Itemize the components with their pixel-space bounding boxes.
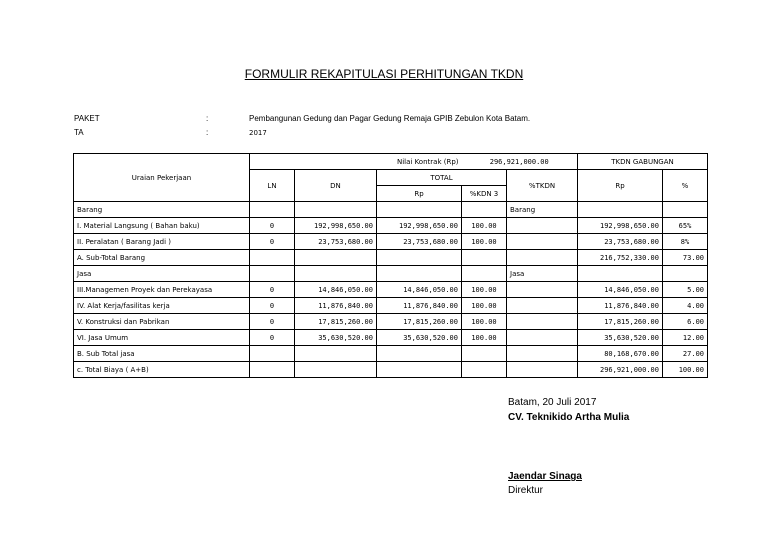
row-total-rp: 14,846,050.00 [377, 282, 462, 298]
row-name: VI. Jasa Umum [74, 330, 250, 346]
row-gab-pct: 12.00 [663, 330, 708, 346]
table-row [74, 298, 708, 314]
section-row-barang [74, 202, 708, 218]
row-name: c. Total Biaya ( A+B) [74, 362, 250, 378]
row-kdn: 100.00 [462, 330, 507, 346]
row-dn: 17,815,260.00 [295, 314, 377, 330]
table-row [74, 218, 708, 234]
row-name: II. Peralatan ( Barang Jadi ) [74, 234, 250, 250]
recap-table [73, 153, 708, 378]
row-ln: 0 [250, 330, 295, 346]
row-gab-pct: 6.00 [663, 314, 708, 330]
table-row [74, 234, 708, 250]
gabungan-rp-header: Rp [578, 170, 663, 202]
signatory-name: Jaendar Sinaga [508, 471, 582, 482]
row-gab-pct: 100.00 [663, 362, 708, 378]
ta-separator: : [206, 128, 209, 137]
tkdn-gabungan-header: TKDN GABUNGAN [578, 154, 708, 170]
total-biaya-row [74, 362, 708, 378]
row-name: A. Sub-Total Barang [74, 250, 250, 266]
row-kdn: 100.00 [462, 218, 507, 234]
section-label: Jasa [74, 266, 250, 282]
row-name: I. Material Langsung ( Bahan baku) [74, 218, 250, 234]
row-total-rp: 23,753,680.00 [377, 234, 462, 250]
nilai-kontrak-label: Nilai Kontrak (Rp) [250, 154, 462, 170]
header-row-1 [74, 154, 708, 170]
row-dn: 35,630,520.00 [295, 330, 377, 346]
row-gab-rp: 216,752,330.00 [578, 250, 663, 266]
document-title: FORMULIR REKAPITULASI PERHITUNGAN TKDN [244, 67, 524, 81]
row-ln: 0 [250, 234, 295, 250]
nilai-kontrak-value: 296,921,000.00 [462, 154, 578, 170]
pct-tkdn-header: %TKDN [507, 170, 578, 202]
place-date: Batam, 20 Juli 2017 [508, 397, 597, 408]
row-name: III.Managemen Proyek dan Perekayasa [74, 282, 250, 298]
company-name: CV. Teknikido Artha Mulia [508, 412, 630, 423]
row-gab-rp: 23,753,680.00 [578, 234, 663, 250]
row-gab-pct: 4.00 [663, 298, 708, 314]
row-kdn: 100.00 [462, 298, 507, 314]
row-dn: 11,876,840.00 [295, 298, 377, 314]
ln-header: LN [250, 170, 295, 202]
row-total-rp: 192,998,650.00 [377, 218, 462, 234]
row-total-rp: 35,630,520.00 [377, 330, 462, 346]
section-row-jasa [74, 266, 708, 282]
total-header: TOTAL [377, 170, 507, 186]
ta-label: TA [74, 128, 84, 137]
paket-value: Pembangunan Gedung dan Pagar Gedung Remaja GPIB Zebulon Kota Batam. [249, 114, 531, 123]
row-name: IV. Alat Kerja/fasilitas kerja [74, 298, 250, 314]
row-ln: 0 [250, 314, 295, 330]
pct-kdn3-header: %KDN 3 [462, 186, 507, 202]
table-row [74, 314, 708, 330]
row-dn: 23,753,680.00 [295, 234, 377, 250]
row-gab-pct: 8% [663, 234, 708, 250]
paket-separator: : [206, 114, 209, 123]
section-label-right: Jasa [507, 266, 578, 282]
signatory-position: Direktur [508, 485, 544, 496]
row-gab-rp: 17,815,260.00 [578, 314, 663, 330]
row-kdn: 100.00 [462, 282, 507, 298]
row-ln: 0 [250, 282, 295, 298]
row-total-rp: 17,815,260.00 [377, 314, 462, 330]
table-row [74, 282, 708, 298]
row-gab-rp: 35,630,520.00 [578, 330, 663, 346]
row-kdn: 100.00 [462, 314, 507, 330]
row-gab-rp: 296,921,000.00 [578, 362, 663, 378]
total-rp-header: Rp [377, 186, 462, 202]
ta-value: 2017 [249, 129, 267, 137]
uraian-header: Uraian Pekerjaan [74, 154, 250, 202]
row-kdn: 100.00 [462, 234, 507, 250]
row-name: B. Sub Total jasa [74, 346, 250, 362]
section-label-right: Barang [507, 202, 578, 218]
row-total-rp: 11,876,840.00 [377, 298, 462, 314]
table-row [74, 330, 708, 346]
row-ln: 0 [250, 298, 295, 314]
row-gab-rp: 80,168,670.00 [578, 346, 663, 362]
row-gab-rp: 11,876,840.00 [578, 298, 663, 314]
row-gab-pct: 65% [663, 218, 708, 234]
row-ln: 0 [250, 218, 295, 234]
paket-label: PAKET [74, 114, 100, 123]
row-gab-rp: 192,998,650.00 [578, 218, 663, 234]
dn-header: DN [295, 170, 377, 202]
row-gab-pct: 27.00 [663, 346, 708, 362]
gabungan-pct-header: % [663, 170, 708, 202]
row-gab-pct: 73.00 [663, 250, 708, 266]
subtotal-barang-row [74, 250, 708, 266]
section-label: Barang [74, 202, 250, 218]
row-gab-rp: 14,846,050.00 [578, 282, 663, 298]
row-gab-pct: 5.00 [663, 282, 708, 298]
subtotal-jasa-row [74, 346, 708, 362]
row-dn: 192,998,650.00 [295, 218, 377, 234]
row-name: V. Konstruksi dan Pabrikan [74, 314, 250, 330]
row-dn: 14,846,050.00 [295, 282, 377, 298]
